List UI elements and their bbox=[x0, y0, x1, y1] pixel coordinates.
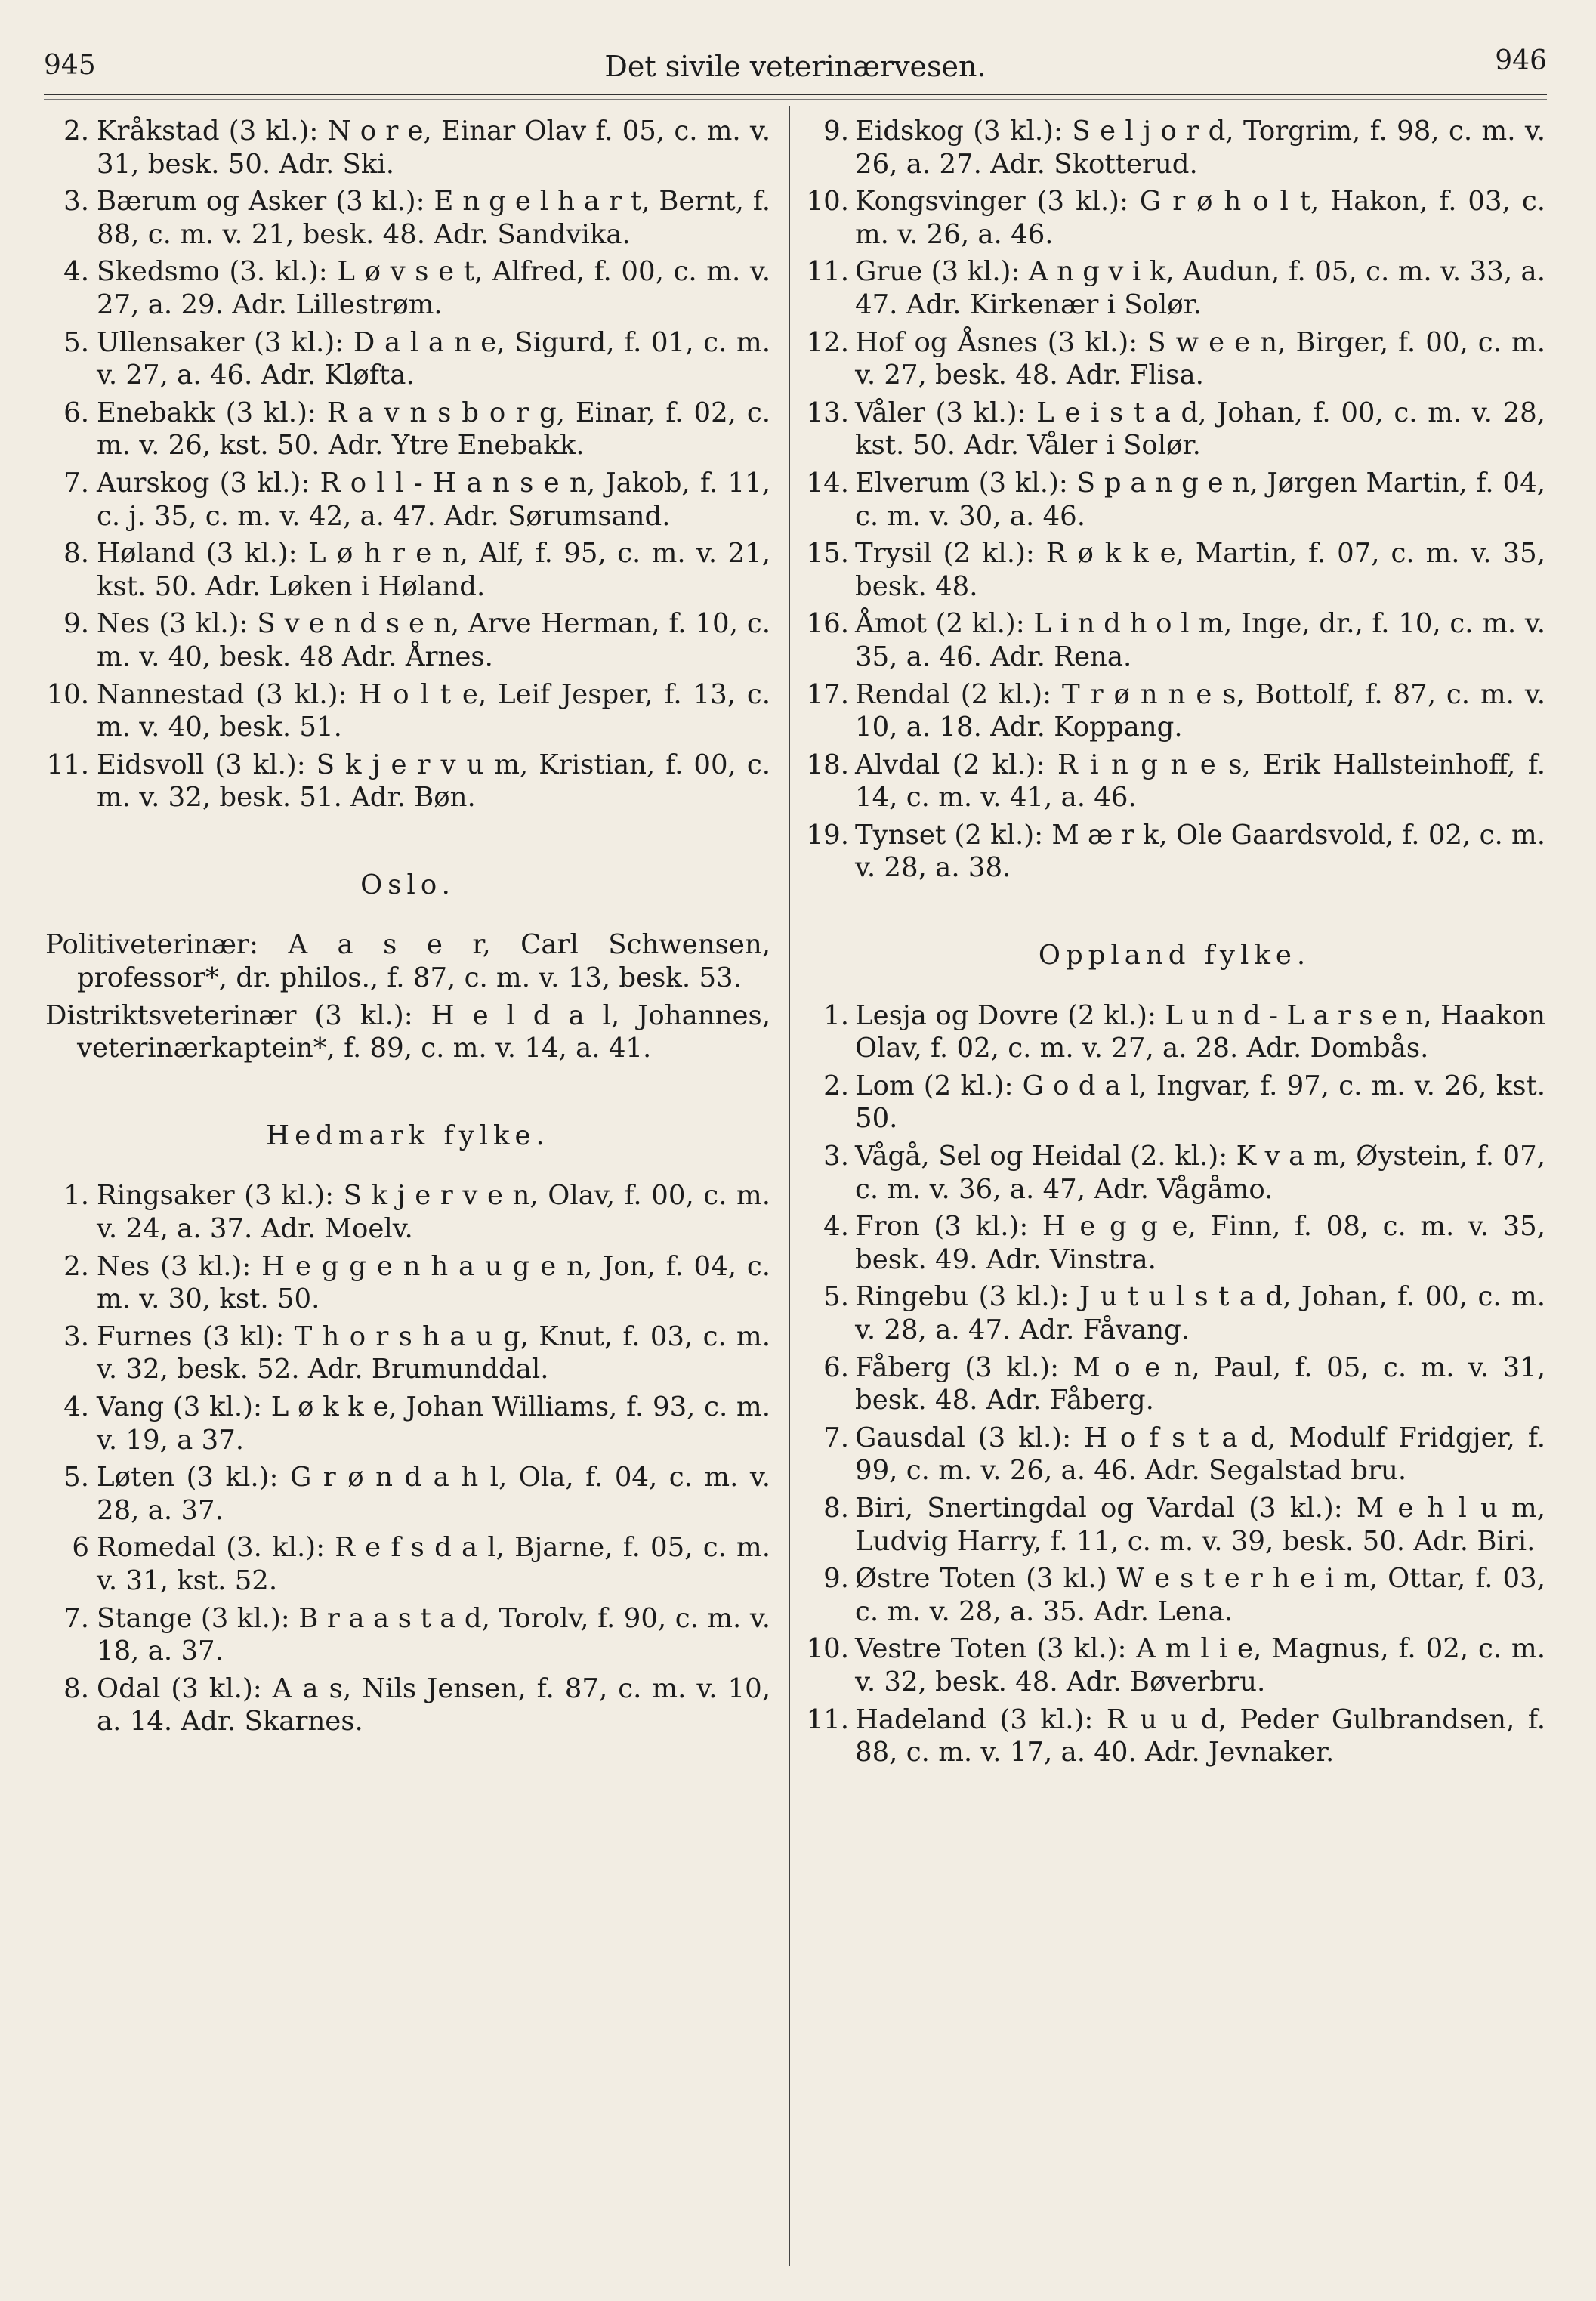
column-divider bbox=[789, 106, 790, 2266]
entry-text: Furnes (3 kl): T h o r s h a u g, Knut, f. 03, c. m. v. 32, besk. 52. Adr. Brumunddal. bbox=[97, 1320, 770, 1385]
entry-text: Ullensaker (3 kl.): D a l a n e, Sigurd, f. 01, c. m. v. 27, a. 46. Adr. Kløfta. bbox=[97, 326, 770, 391]
entry-number: 11. bbox=[806, 1703, 849, 1735]
list-item bbox=[45, 749, 770, 814]
entry-text: Ringsaker (3 kl.): S k j e r v e n, Olav, f. 00, c. m. v. 24, a. 37. Adr. Moelv. bbox=[97, 1180, 770, 1245]
list-item bbox=[45, 397, 770, 462]
list-item bbox=[45, 467, 770, 533]
entry-text: Eidsvoll (3 kl.): S k j e r v u m, Kristian, f. 00, c. m. v. 32, besk. 51. Adr. Bøn. bbox=[97, 749, 770, 814]
entry-number: 11. bbox=[46, 749, 89, 780]
section-heading-oppland: Oppland fylke. bbox=[1038, 940, 1311, 971]
left-entries-akershus bbox=[45, 115, 770, 814]
list-item bbox=[804, 999, 1545, 1065]
list-item bbox=[804, 819, 1545, 885]
entry-text: Fåberg (3 kl.): M o e n, Paul, f. 05, c. m. v. 31, besk. 48. Adr. Fåberg. bbox=[855, 1351, 1545, 1416]
entry-number: 8. bbox=[63, 1672, 89, 1704]
entry-number: 4. bbox=[63, 256, 89, 288]
page-number-left: 945 bbox=[44, 50, 96, 81]
entry-text: Grue (3 kl.): A n g v i k, Audun, f. 05, c. m. v. 33, a. 47. Adr. Kirkenær i Solør. bbox=[855, 256, 1545, 320]
list-item bbox=[804, 467, 1545, 533]
entry-number: 8. bbox=[63, 538, 89, 570]
header-rule bbox=[44, 94, 1547, 95]
list-item bbox=[45, 1320, 770, 1386]
entry-text: Enebakk (3 kl.): R a v n s b o r g, Einar, f. 02, c. m. v. 26, kst. 50. Adr. Ytre Enebakk. bbox=[97, 397, 770, 462]
list-item bbox=[804, 326, 1545, 392]
list-item bbox=[804, 678, 1545, 744]
right-entries-hedmark-cont bbox=[804, 115, 1545, 885]
entry-text: Ringebu (3 kl.): J u t u l s t a d, Johan, f. 00, c. m. v. 28, a. 47. Adr. Fåvang. bbox=[855, 1281, 1545, 1345]
list-item bbox=[45, 1602, 770, 1668]
entry-number: 15. bbox=[806, 538, 849, 570]
entry-text: Åmot (2 kl.): L i n d h o l m, Inge, dr., f. 10, c. m. v. 35, a. 46. Adr. Rena. bbox=[855, 608, 1545, 672]
list-item bbox=[45, 255, 770, 321]
entry-number: 5. bbox=[823, 1281, 849, 1313]
entry-number: 1. bbox=[823, 999, 849, 1031]
entry-number: 2. bbox=[63, 116, 89, 147]
oppland-entries bbox=[804, 999, 1545, 1769]
entry-number: 6 bbox=[72, 1532, 89, 1564]
entry-number: 3. bbox=[63, 186, 89, 218]
header-rule-thin bbox=[44, 99, 1547, 100]
entry-number: 9. bbox=[63, 608, 89, 640]
entry-text: Lom (2 kl.): G o d a l, Ingvar, f. 97, c. m. v. 26, kst. 50. bbox=[855, 1070, 1545, 1135]
entry-text: Vang (3 kl.): L ø k k e, Johan Williams, f. 93, c. m. v. 19, a 37. bbox=[97, 1391, 770, 1456]
list-item bbox=[45, 537, 770, 603]
list-item bbox=[45, 1672, 770, 1738]
entry-number: 3. bbox=[63, 1320, 89, 1352]
entry-text: Eidskog (3 kl.): S e l j o r d, Torgrim, f. 98, c. m. v. 26, a. 27. Adr. Skotterud. bbox=[855, 116, 1545, 180]
right-column bbox=[804, 115, 1545, 1774]
entry-text: Høland (3 kl.): L ø h r e n, Alf, f. 95, c. m. v. 21, kst. 50. Adr. Løken i Høland. bbox=[97, 538, 770, 602]
list-item bbox=[804, 1492, 1545, 1558]
entry-text: Østre Toten (3 kl.) W e s t e r h e i m, Ottar, f. 03, c. m. v. 28, a. 35. Adr. Lena. bbox=[855, 1563, 1545, 1627]
entry-number: 11. bbox=[806, 256, 849, 288]
list-item bbox=[804, 1703, 1545, 1769]
entry-text: Biri, Snertingdal og Vardal (3 kl.): M e h l u m, Ludvig Harry, f. 11, c. m. v. 39, besk. 50. Adr. Biri. bbox=[855, 1492, 1545, 1557]
entry-number: 3. bbox=[823, 1141, 849, 1172]
entry-text: Fron (3 kl.): H e g g e, Finn, f. 08, c. m. v. 35, besk. 49. Adr. Vinstra. bbox=[855, 1211, 1545, 1275]
entry-text: Hadeland (3 kl.): R u u d, Peder Gulbrandsen, f. 88, c. m. v. 17, a. 40. Adr. Jevnaker. bbox=[855, 1703, 1545, 1768]
list-item bbox=[804, 1562, 1545, 1628]
list-item bbox=[45, 1531, 770, 1597]
list-item bbox=[804, 397, 1545, 462]
list-item bbox=[804, 749, 1545, 814]
entry-text: Skedsmo (3. kl.): L ø v s e t, Alfred, f. 00, c. m. v. 27, a. 29. Adr. Lillestrøm. bbox=[97, 256, 770, 320]
entry-text: Stange (3 kl.): B r a a s t a d, Torolv, f. 90, c. m. v. 18, a. 37. bbox=[97, 1602, 770, 1667]
list-item bbox=[45, 607, 770, 673]
list-item bbox=[45, 1179, 770, 1245]
entry-number: 7. bbox=[63, 467, 89, 499]
entry-text: Bærum og Asker (3 kl.): E n g e l h a r t, Bernt, f. 88, c. m. v. 21, besk. 48. Adr. Sandvika. bbox=[97, 186, 770, 250]
list-item bbox=[804, 1280, 1545, 1346]
page-number-right: 946 bbox=[1495, 45, 1547, 76]
section-heading-oslo: Oslo. bbox=[360, 869, 455, 900]
entry-number: 6. bbox=[63, 397, 89, 428]
left-column bbox=[45, 115, 770, 1743]
list-item bbox=[45, 1391, 770, 1456]
list-item bbox=[804, 255, 1545, 321]
entry-text: Vestre Toten (3 kl.): A m l i e, Magnus, f. 02, c. m. v. 32, besk. 48. Adr. Bøverbru. bbox=[855, 1633, 1545, 1697]
list-item bbox=[804, 1422, 1545, 1487]
entry-number: 6. bbox=[823, 1351, 849, 1383]
entry-text: Alvdal (2 kl.): R i n g n e s, Erik Hallsteinhoff, f. 14, c. m. v. 41, a. 46. bbox=[855, 749, 1545, 814]
list-item bbox=[804, 537, 1545, 603]
list-item bbox=[804, 115, 1545, 181]
entry-text: Hof og Åsnes (3 kl.): S w e e n, Birger, f. 00, c. m. v. 27, besk. 48. Adr. Flisa. bbox=[855, 326, 1545, 391]
entry-text: Kongsvinger (3 kl.): G r ø h o l t, Hakon, f. 03, c. m. v. 26, a. 46. bbox=[855, 186, 1545, 250]
list-item bbox=[45, 326, 770, 392]
entry-text: Odal (3 kl.): A a s, Nils Jensen, f. 87, c. m. v. 10, a. 14. Adr. Skarnes. bbox=[97, 1672, 770, 1737]
entry-number: 2. bbox=[63, 1250, 89, 1282]
entry-number: 9. bbox=[823, 1563, 849, 1595]
entry-number: 5. bbox=[63, 326, 89, 358]
entry-number: 7. bbox=[823, 1422, 849, 1453]
entry-number: 17. bbox=[806, 678, 849, 710]
entry-text: Lesja og Dovre (2 kl.): L u n d - L a r s e n, Haakon Olav, f. 02, c. m. v. 27, a. 28. Adr. Dombås. bbox=[855, 999, 1545, 1064]
list-item bbox=[804, 1140, 1545, 1206]
page-header bbox=[44, 44, 1547, 89]
entry-text: Rendal (2 kl.): T r ø n n e s, Bottolf, f. 87, c. m. v. 10, a. 18. Adr. Koppang. bbox=[855, 678, 1545, 743]
entry-number: 12. bbox=[806, 326, 849, 358]
entry-text: Aurskog (3 kl.): R o l l - H a n s e n, Jakob, f. 11, c. j. 35, c. m. v. 42, a. 47. Adr. Sørumsand. bbox=[97, 467, 770, 532]
entry-number: 16. bbox=[806, 608, 849, 640]
list-item bbox=[804, 1632, 1545, 1698]
entry-number: 5. bbox=[63, 1462, 89, 1493]
list-item bbox=[804, 1210, 1545, 1276]
entry-text: Nes (3 kl.): S v e n d s e n, Arve Herman, f. 10, c. m. v. 40, besk. 48 Adr. Årnes. bbox=[97, 608, 770, 672]
list-item bbox=[804, 1351, 1545, 1417]
entry-number: 10. bbox=[46, 678, 89, 710]
list-item bbox=[804, 1070, 1545, 1135]
entry-number: 13. bbox=[806, 397, 849, 428]
entry-number: 2. bbox=[823, 1070, 849, 1101]
entry-number: 1. bbox=[63, 1180, 89, 1212]
section-heading-hedmark: Hedmark fylke. bbox=[266, 1120, 550, 1151]
entry-text: Elverum (3 kl.): S p a n g e n, Jørgen Martin, f. 04, c. m. v. 30, a. 46. bbox=[855, 467, 1545, 532]
list-item bbox=[45, 115, 770, 181]
list-item bbox=[45, 678, 770, 744]
entry-number: 4. bbox=[823, 1211, 849, 1243]
entry-text: Nannestad (3 kl.): H o l t e, Leif Jesper, f. 13, c. m. v. 40, besk. 51. bbox=[97, 678, 770, 743]
entry-text: Våler (3 kl.): L e i s t a d, Johan, f. 00, c. m. v. 28, kst. 50. Adr. Våler i Solør. bbox=[855, 397, 1545, 462]
entry-number: 18. bbox=[806, 749, 849, 780]
entry-number: 7. bbox=[63, 1602, 89, 1634]
entry-number: 14. bbox=[806, 467, 849, 499]
list-item bbox=[45, 1461, 770, 1527]
list-item: Distriktsveterinær (3 kl.): H e l d a l, Johannes, veterinærkaptein*, f. 89, c. m. v. 14, a. 41. bbox=[45, 999, 770, 1064]
entry-text: Trysil (2 kl.): R ø k k e, Martin, f. 07, c. m. v. 35, besk. 48. bbox=[855, 538, 1545, 602]
entry-text: Nes (3 kl.): H e g g e n h a u g e n, Jon, f. 04, c. m. v. 30, kst. 50. bbox=[97, 1250, 770, 1315]
list-item bbox=[45, 1250, 770, 1316]
list-item bbox=[45, 185, 770, 251]
entry-number: 19. bbox=[806, 819, 849, 851]
entry-number: 8. bbox=[823, 1492, 849, 1524]
oslo-entries bbox=[45, 928, 770, 1064]
list-item bbox=[804, 607, 1545, 673]
entry-text: Kråkstad (3 kl.): N o r e, Einar Olav f. 05, c. m. v. 31, besk. 50. Adr. Ski. bbox=[97, 116, 770, 180]
entry-text: Løten (3 kl.): G r ø n d a h l, Ola, f. 04, c. m. v. 28, a. 37. bbox=[97, 1462, 770, 1526]
entry-text: Romedal (3. kl.): R e f s d a l, Bjarne, f. 05, c. m. v. 31, kst. 52. bbox=[97, 1532, 770, 1596]
entry-text: Vågå, Sel og Heidal (2. kl.): K v a m, Øystein, f. 07, c. m. v. 36, a. 47, Adr. Vågåmo. bbox=[855, 1141, 1545, 1205]
entry-number: 10. bbox=[806, 1633, 849, 1665]
list-item bbox=[804, 185, 1545, 251]
entry-text: Gausdal (3 kl.): H o f s t a d, Modulf Fridgjer, f. 99, c. m. v. 26, a. 46. Adr. Segalstad bru. bbox=[855, 1422, 1545, 1487]
entry-text: Tynset (2 kl.): M æ r k, Ole Gaardsvold, f. 02, c. m. v. 28, a. 38. bbox=[855, 819, 1545, 884]
running-title: Det sivile veterinærvesen. bbox=[604, 50, 986, 83]
entry-number: 4. bbox=[63, 1391, 89, 1422]
hedmark-entries bbox=[45, 1179, 770, 1738]
entry-number: 10. bbox=[806, 186, 849, 218]
list-item: Politiveterinær: A a s e r, Carl Schwensen, professor*, dr. philos., f. 87, c. m. v. 13, besk. 53. bbox=[45, 929, 770, 994]
entry-number: 9. bbox=[823, 116, 849, 147]
